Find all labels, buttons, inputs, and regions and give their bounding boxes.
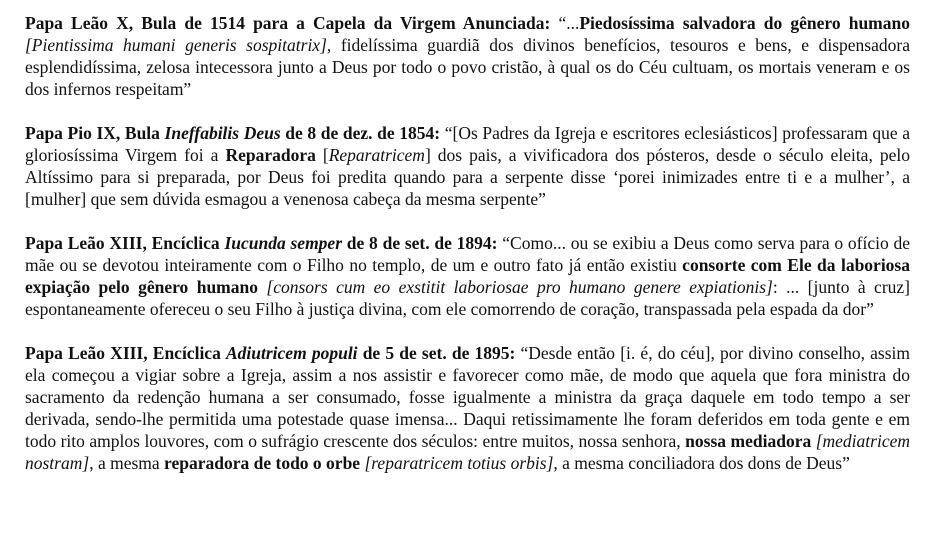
quote-text: “[Os Padres da Igreja e escritores eclesiásticos] professaram que a gloriosíssima Virgem foi a [25,123,910,165]
emphasized-title: reparadora de todo o orbe [164,453,361,473]
latin-phrase: [consors cum eo exstitit laboriosae pro humano genere expiationis] [266,277,773,297]
quote-text: “Desde então [i. é, do céu], por divino conselho, assim ela começou a vigiar sobre a Igreja, assim a nos assistir e favorecer como mãe, de modo que aquela que fora ministra do sacramento da redenção humana a ser consumado, fosse igualmente a ministra da graça daquele em todo tempo a ser derivada, sendo-lhe permitida uma potestade quase imensa... Daqui retissimamente lhe foram deferidos em toda gente e em todo rito amplos louvores, com o sufrágio crescente dos séculos: entre muitos, nossa senhora, [25,343,910,451]
quote-text: ] dos pais, a vivificadora dos pósteros, desde o século eleita, pelo Altíssimo para si preparada, por Deus foi predita quando para a serpente disse ‘porei inimizades entre ti e a mulher’, a [mulher] que sem dúvida esmagou a venenosa cabeça da mesma serpente” [25,145,910,209]
citation-date: de 8 de dez. de 1854: [280,123,441,143]
document-title: Ineffabilis Deus [164,123,281,143]
emphasized-title: Reparadora [225,145,316,165]
latin-phrase: [mediatricem nostram] [25,431,911,473]
document-title: Adiutricem populi [225,343,358,363]
quote-text: , a mesma conciliadora dos dons de Deus” [553,453,850,473]
citation-heading: Papa Leão X, Bula de 1514 para a Capela da Virgem Anunciada: [25,13,551,33]
emphasized-title: nossa mediadora [685,431,812,451]
emphasized-title: consorte com Ele da laboriosa expiação pelo gênero humano [25,255,910,297]
quote-text: [ [315,145,329,165]
citation-heading: Papa Leão XIII, Encíclica [25,233,225,253]
quote-paragraph-leo-x [25,12,910,100]
quote-text: , a mesma [89,453,165,473]
emphasized-title: Piedosíssima salvadora do gênero humano [579,13,910,33]
document-title: Iucunda semper [224,233,343,253]
latin-phrase: [reparatricem totius orbis] [364,453,554,473]
citation-date: de 8 de set. de 1894: [342,233,498,253]
quote-text: “Como... ou se exibiu a Deus como serva para o ofício de mãe ou se devotou inteiramente com o Filho no templo, de um e outro fato já então existiu [25,233,911,275]
latin-phrase: [Pientissima humani generis sospitatrix] [25,35,327,55]
quote-text: : ... [junto à cruz] espontaneamente ofereceu o seu Filho à justiça divina, com ele comorrendo de coração, transpassada pela espada da dor” [25,277,910,319]
quote-text: “... [550,13,580,33]
quote-paragraph-pius-ix [25,122,910,210]
quote-paragraph-leo-xiii-iucunda [25,232,910,320]
citation-heading: Papa Pio IX, Bula [25,123,165,143]
quote-paragraph-leo-xiii-adiutricem [25,342,910,474]
citation-date: de 5 de set. de 1895: [357,343,516,363]
latin-phrase: Reparatricem [328,145,425,165]
citation-heading: Papa Leão XIII, Encíclica [25,343,226,363]
quote-text: , fidelíssima guardiã dos divinos benefícios, tesouros e bens, e dispensadora esplendidíssima, zelosa intecessora junto a Deus por todo o povo cristão, à qual os do Céu cultuam, os mortais veneram e os dos infernos respeitam” [25,35,910,99]
